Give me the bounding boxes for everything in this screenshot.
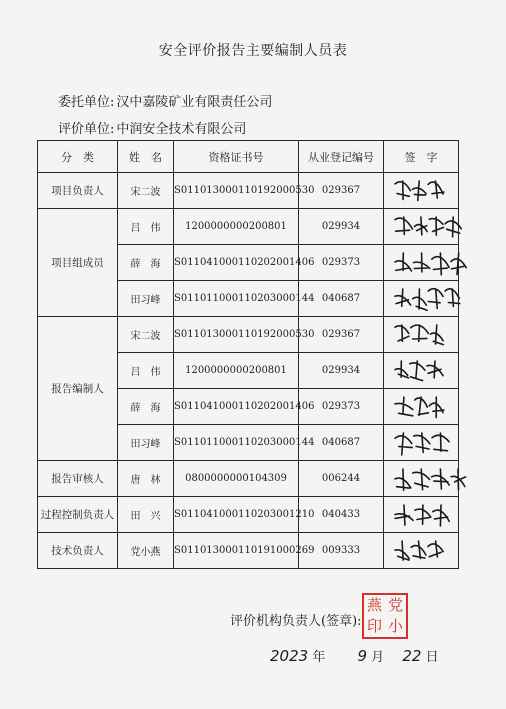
cert-cell: S011041000110202001406 bbox=[174, 389, 299, 425]
cert-cell: S011013000110192000530 bbox=[174, 173, 299, 209]
evaluator-label: 评价单位: bbox=[58, 122, 115, 137]
date-day-unit: 日 bbox=[425, 650, 439, 665]
date-day: 22 bbox=[402, 647, 422, 665]
client-label: 委托单位: bbox=[58, 95, 115, 110]
handwritten-signature bbox=[385, 175, 457, 207]
category-cell: 过程控制负责人 bbox=[38, 497, 118, 533]
handwritten-signature bbox=[385, 499, 457, 531]
reg-cell: 029934 bbox=[299, 209, 384, 245]
evaluator-value: 中润安全技术有限公司 bbox=[116, 122, 247, 137]
name-cell: 宋二波 bbox=[118, 317, 174, 353]
signature-cell bbox=[384, 353, 459, 389]
table-row bbox=[38, 497, 459, 533]
handwritten-signature bbox=[385, 211, 457, 243]
category-cell: 报告编制人 bbox=[38, 317, 118, 461]
name-cell: 田习峰 bbox=[118, 281, 174, 317]
personnel-table bbox=[37, 140, 459, 569]
cert-cell: S011013000110191000269 bbox=[174, 533, 299, 569]
date-year: 2023 bbox=[270, 647, 309, 665]
reg-cell: 029367 bbox=[299, 317, 384, 353]
date-month: 9 bbox=[357, 647, 368, 665]
signature-cell bbox=[384, 245, 459, 281]
date-month-unit: 月 bbox=[371, 650, 385, 665]
signature-cell bbox=[384, 497, 459, 533]
cert-cell: S011011000110203000144 bbox=[174, 281, 299, 317]
header-name: 姓 名 bbox=[118, 141, 174, 173]
name-cell: 薛 海 bbox=[118, 389, 174, 425]
signature-cell bbox=[384, 173, 459, 209]
category-cell: 项目负责人 bbox=[38, 173, 118, 209]
header-signature: 签 字 bbox=[384, 141, 459, 173]
cert-cell: 1200000000200801 bbox=[174, 353, 299, 389]
handwritten-signature bbox=[385, 355, 457, 387]
signature-cell bbox=[384, 389, 459, 425]
signature-cell bbox=[384, 533, 459, 569]
category-cell: 技术负责人 bbox=[38, 533, 118, 569]
name-cell: 党小燕 bbox=[118, 533, 174, 569]
personal-seal bbox=[362, 593, 408, 639]
signature-cell bbox=[384, 281, 459, 317]
reg-cell: 040433 bbox=[299, 497, 384, 533]
reg-cell: 009333 bbox=[299, 533, 384, 569]
header-category: 分 类 bbox=[38, 141, 118, 173]
cert-cell: S011041000110203001210 bbox=[174, 497, 299, 533]
seal-char: 小 bbox=[387, 617, 403, 635]
table-row bbox=[38, 173, 459, 209]
client-value: 汉中嘉陵矿业有限责任公司 bbox=[116, 95, 273, 110]
handwritten-signature bbox=[385, 535, 457, 567]
cert-cell: 1200000000200801 bbox=[174, 209, 299, 245]
handwritten-signature bbox=[385, 247, 457, 279]
reg-cell: 029934 bbox=[299, 353, 384, 389]
header-cert: 资格证书号 bbox=[174, 141, 299, 173]
category-cell: 报告审核人 bbox=[38, 461, 118, 497]
table-row bbox=[38, 533, 459, 569]
reg-cell: 029373 bbox=[299, 389, 384, 425]
name-cell: 田 兴 bbox=[118, 497, 174, 533]
reg-cell: 029367 bbox=[299, 173, 384, 209]
document-title: 安全评价报告主要编制人员表 bbox=[158, 43, 348, 59]
signature-cell bbox=[384, 209, 459, 245]
cert-cell: 0800000000104309 bbox=[174, 461, 299, 497]
cert-cell: S011011000110203000144 bbox=[174, 425, 299, 461]
reg-cell: 040687 bbox=[299, 281, 384, 317]
seal-char: 燕 bbox=[366, 596, 382, 614]
handwritten-signature bbox=[385, 319, 457, 351]
handwritten-signature bbox=[385, 463, 457, 495]
table-header-row bbox=[38, 141, 459, 173]
name-cell: 薛 海 bbox=[118, 245, 174, 281]
signing-date bbox=[270, 646, 439, 665]
table-row bbox=[38, 209, 459, 245]
handwritten-signature bbox=[385, 283, 457, 315]
reg-cell: 006244 bbox=[299, 461, 384, 497]
cert-cell: S011013000110192000530 bbox=[174, 317, 299, 353]
table-row bbox=[38, 461, 459, 497]
header-reg: 从业登记编号 bbox=[299, 141, 384, 173]
table-body bbox=[38, 173, 459, 569]
evaluator-line bbox=[58, 118, 246, 137]
seal-char: 党 bbox=[387, 596, 403, 614]
handwritten-signature bbox=[385, 427, 457, 459]
name-cell: 吕 伟 bbox=[118, 209, 174, 245]
name-cell: 吕 伟 bbox=[118, 353, 174, 389]
name-cell: 宋二波 bbox=[118, 173, 174, 209]
name-cell: 唐 林 bbox=[118, 461, 174, 497]
table-row bbox=[38, 317, 459, 353]
signature-cell bbox=[384, 461, 459, 497]
signature-cell bbox=[384, 317, 459, 353]
cert-cell: S011041000110202001406 bbox=[174, 245, 299, 281]
signer-label: 评价机构负责人(签章): bbox=[230, 614, 362, 629]
reg-cell: 040687 bbox=[299, 425, 384, 461]
reg-cell: 029373 bbox=[299, 245, 384, 281]
category-cell: 项目组成员 bbox=[38, 209, 118, 317]
seal-char: 印 bbox=[366, 617, 382, 635]
date-year-unit: 年 bbox=[312, 650, 326, 665]
name-cell: 田习峰 bbox=[118, 425, 174, 461]
handwritten-signature bbox=[385, 391, 457, 423]
client-line bbox=[58, 91, 272, 110]
signature-cell bbox=[384, 425, 459, 461]
